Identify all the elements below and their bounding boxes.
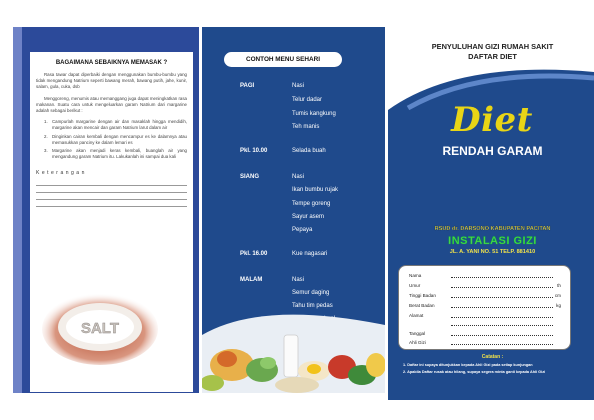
menu-heading: CONTOH MENU SEHARI bbox=[224, 52, 342, 67]
menu-item: Pepaya bbox=[292, 227, 313, 233]
header-line-1: PENYULUHAN GIZI RUMAH SAKIT bbox=[431, 42, 554, 51]
menu-item: Sayur asem bbox=[292, 214, 325, 220]
seasoning-paragraph: Rasa tawar dapat diperbaiki dengan menggunakan bumbu-bumbu yang tidak mengandung Natrium seperti bawang merah, bawang putih, jahe, kunir, salam, gula, cuka, dsb bbox=[36, 72, 187, 90]
form-field-ahli-gizi[interactable] bbox=[451, 344, 553, 345]
menu-item: Telur dadar bbox=[292, 97, 323, 103]
menu-panel bbox=[202, 27, 385, 393]
menu-item: Nasi bbox=[292, 83, 305, 89]
menu-item: Ikan bumbu rujak bbox=[292, 187, 339, 193]
healthy-food-image bbox=[202, 295, 385, 393]
margarine-step: 2. Dinginkan cairan kembali dengan mencampur es ke dalamnya atau memasukkan panciny ke dalam lemari es bbox=[44, 133, 187, 145]
form-field-umur[interactable] bbox=[451, 287, 553, 288]
salt-pile-image bbox=[40, 287, 160, 365]
header-line-2: DAFTAR DIET bbox=[468, 52, 517, 61]
diet-subtitle: RENDAH GARAM bbox=[442, 144, 543, 158]
form-field-nama[interactable] bbox=[451, 277, 553, 278]
menu-item: Selada buah bbox=[292, 148, 326, 154]
salt-text: SALT bbox=[80, 320, 120, 337]
meal-label-siang: SIANG bbox=[240, 174, 260, 180]
menu-item: Semur daging bbox=[292, 290, 330, 296]
margarine-step: 1. Campurlah margarine dengan air dan masaklah hingga mendidih, margarine akan mencair dan garam Natrium larut dalam air bbox=[44, 119, 187, 131]
catatan-title: Catatan : bbox=[481, 354, 504, 360]
menu-item: Kue nagasari bbox=[292, 251, 328, 257]
form-field-alamat[interactable] bbox=[451, 317, 553, 318]
keterangan-line bbox=[36, 187, 187, 193]
frying-paragraph: Menggoreng, menumis atau memanggang juga dapat meningkatkan rasa makanan. Suatu cara untuk mengeluarkan garam Natrium dari margarine adalah sebagai berikut : bbox=[36, 95, 187, 114]
hospital-address: JL. A. YANI NO. 51 TELP. 881410 bbox=[449, 249, 536, 255]
margarine-step: 3. Margarine akan menjadi keras kembali, buanglah air yang mengandung garam Natrium itu. Lakukanlah ini sampai dua kali bbox=[44, 148, 187, 160]
hospital-name: RSUD dr. DARSONO KABUPATEN PACITAN bbox=[434, 226, 551, 232]
form-field-tinggi[interactable] bbox=[451, 297, 553, 298]
left-panel-stripe bbox=[13, 27, 22, 393]
keterangan-label: Keterangan bbox=[36, 170, 87, 177]
menu-item: Tahu tim pedas bbox=[292, 303, 333, 309]
catatan-line-2: 2. Apabila Daftar rusak atau hilang, supaya segera minta ganti kepada Ahli Gizi bbox=[403, 370, 546, 374]
left-panel-title: BAGAIMANA SEBAIKNYA MEMASAK ? bbox=[55, 60, 168, 66]
menu-item: Nasi bbox=[292, 277, 305, 283]
form-field-berat[interactable] bbox=[451, 307, 553, 308]
meal-label-pagi: PAGI bbox=[240, 83, 255, 89]
instalasi-gizi-title: INSTALASI GIZI bbox=[448, 235, 537, 247]
form-field-alamat-2[interactable] bbox=[451, 325, 553, 326]
meal-label-malam: MALAM bbox=[240, 277, 263, 283]
meal-label-1000: Pkl. 10.00 bbox=[240, 148, 268, 154]
diet-title: Diet bbox=[451, 100, 533, 140]
keterangan-line bbox=[36, 201, 187, 207]
catatan-line-1: 1. Daftar ini supaya ditunjukkan kepada Ahli Gizi pada setiap kunjungan bbox=[403, 363, 533, 367]
meal-label-1600: Pkl. 16.00 bbox=[240, 251, 268, 257]
patient-form: Nama Umur th Tinggi Badan cm Berat Badan kg Alamat Tanggal Ahli Gizi bbox=[398, 265, 571, 350]
menu-item: Teh manis bbox=[292, 124, 320, 130]
menu-item: Tumis kangkung bbox=[292, 111, 336, 117]
keterangan-line bbox=[36, 194, 187, 200]
menu-item: Tempe goreng bbox=[292, 201, 331, 207]
margarine-steps-list bbox=[44, 119, 187, 160]
menu-item: Nasi bbox=[292, 174, 305, 180]
keterangan-line bbox=[36, 180, 187, 186]
form-field-tanggal[interactable] bbox=[451, 335, 553, 336]
